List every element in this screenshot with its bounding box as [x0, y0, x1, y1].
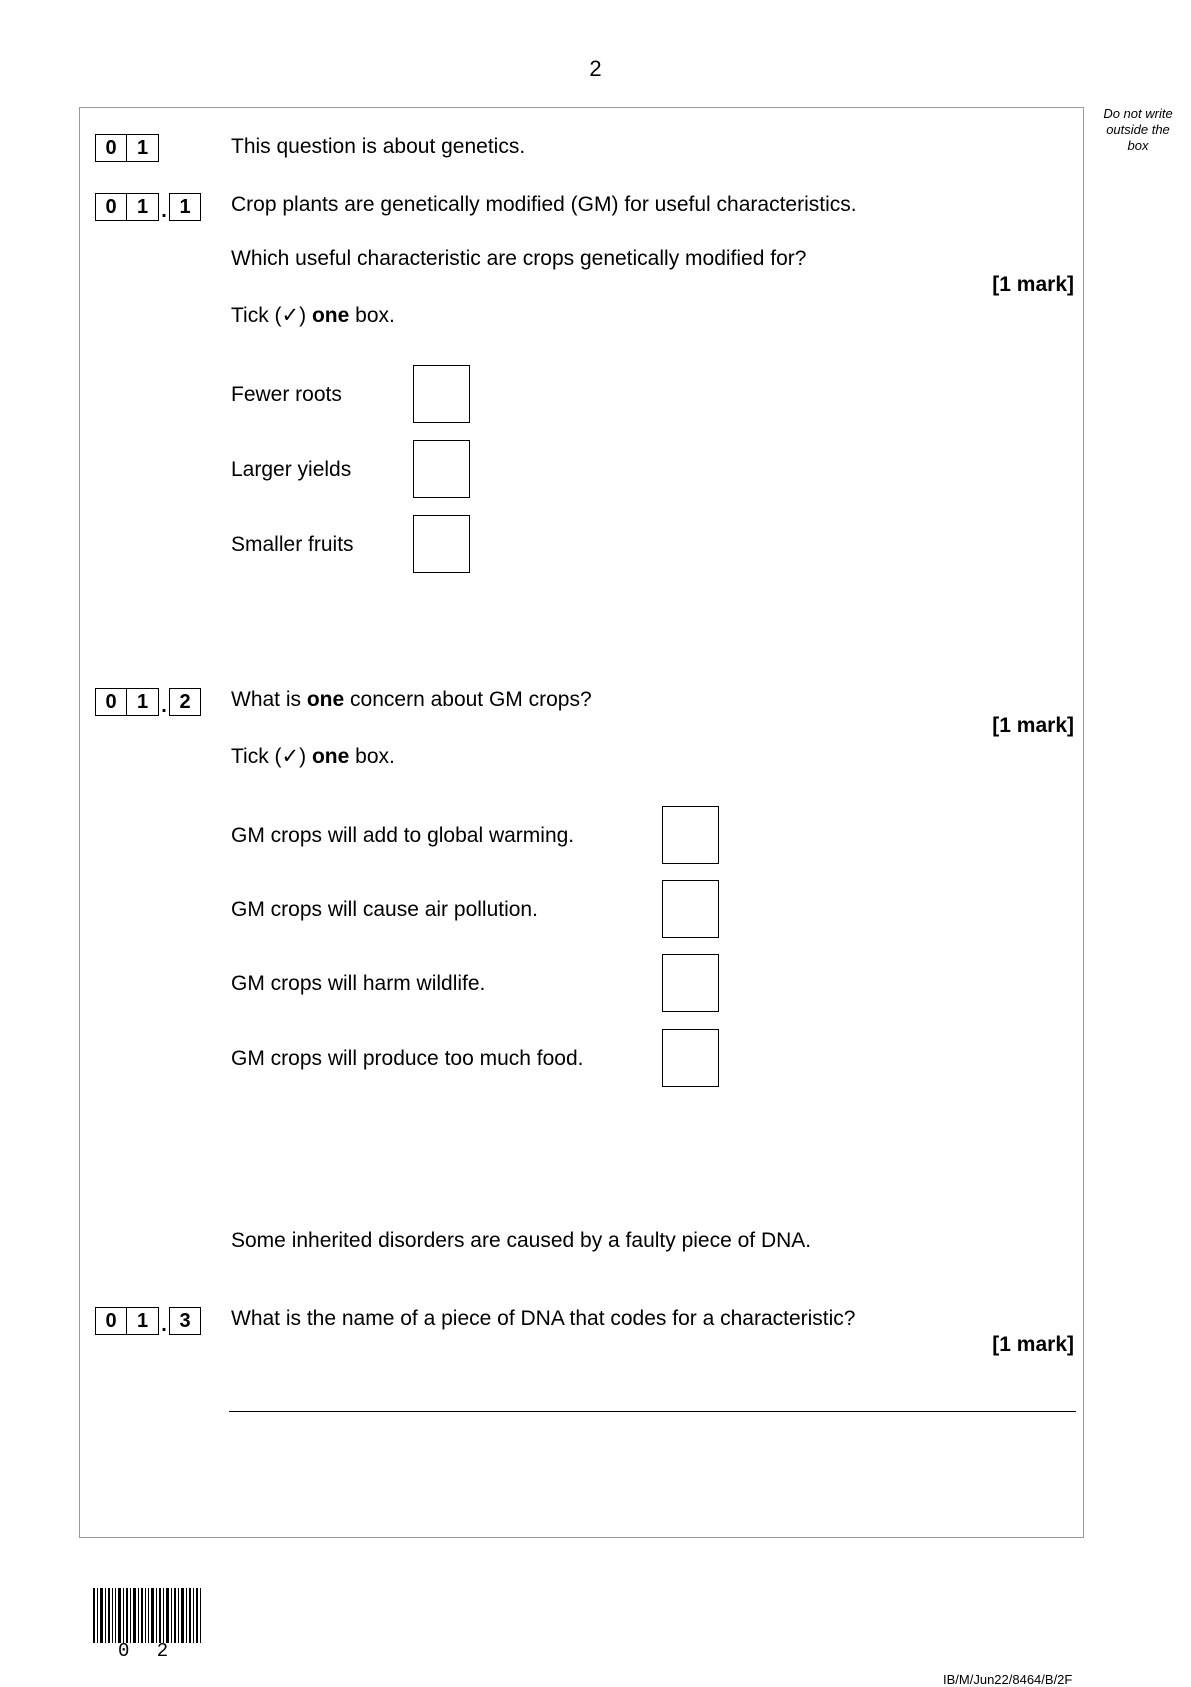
- question-digit: 0: [95, 134, 127, 162]
- instruction-bold: one: [311, 745, 350, 768]
- instruction-text: Tick (✓): [231, 745, 312, 768]
- question-digit: 0: [95, 1307, 127, 1335]
- tick-box-harm-wildlife[interactable]: [662, 954, 719, 1012]
- question-01-3-question: What is the name of a piece of DNA that codes for a characteristic?: [231, 1307, 856, 1330]
- question-number-01-3: [95, 1307, 201, 1335]
- option-label: GM crops will harm wildlife.: [231, 972, 486, 995]
- option-label: Fewer roots: [231, 383, 342, 406]
- margin-note-line-1: Do not write: [1103, 106, 1173, 121]
- page-number: 2: [589, 56, 602, 81]
- question-01-1-mark: [1 mark]: [992, 273, 1074, 296]
- barcode-icon: [93, 1588, 201, 1643]
- footer-code: IB/M/Jun22/8464/B/2F: [943, 1672, 1073, 1687]
- tick-box-global-warming[interactable]: [662, 806, 719, 864]
- question-01-3-intro: Some inherited disorders are caused by a faulty piece of DNA.: [231, 1229, 812, 1252]
- margin-note-line-2: outside the: [1106, 122, 1170, 137]
- question-digit: 1: [127, 134, 159, 162]
- answer-line[interactable]: [229, 1411, 1076, 1412]
- option-label: GM crops will cause air pollution.: [231, 898, 538, 921]
- tick-box-too-much-food[interactable]: [662, 1029, 719, 1087]
- question-digit: 2: [169, 688, 201, 716]
- question-number-dot: .: [161, 200, 167, 222]
- option-label: Larger yields: [231, 458, 352, 481]
- question-digit: 1: [169, 193, 201, 221]
- option-label: Smaller fruits: [231, 533, 354, 556]
- question-01-1-text: Crop plants are genetically modified (GM) for useful characteristics.: [231, 193, 857, 216]
- tick-box-fewer-roots[interactable]: [413, 365, 470, 423]
- question-01-text: This question is about genetics.: [231, 135, 526, 158]
- question-number-01: [95, 134, 159, 162]
- margin-note: [1090, 106, 1186, 154]
- question-digit: 1: [127, 688, 159, 716]
- question-01-1-instruction: [231, 303, 395, 328]
- question-number-01-2: [95, 688, 201, 716]
- option-label: GM crops will produce too much food.: [231, 1047, 584, 1070]
- tick-box-air-pollution[interactable]: [662, 880, 719, 938]
- question-01-2-instruction: [231, 744, 395, 769]
- question-digit: 1: [127, 1307, 159, 1335]
- question-digit: 0: [95, 193, 127, 221]
- question-number-01-1: [95, 193, 201, 221]
- instruction-text: box.: [349, 745, 395, 768]
- tick-box-larger-yields[interactable]: [413, 440, 470, 498]
- question-digit: 0: [95, 688, 127, 716]
- question-bold: one: [306, 688, 345, 711]
- question-number-dot: .: [161, 1314, 167, 1336]
- instruction-text: box.: [349, 304, 395, 327]
- question-text: concern about GM crops?: [344, 688, 592, 711]
- barcode-number: 0 2: [118, 1640, 177, 1662]
- question-01-3-mark: [1 mark]: [992, 1333, 1074, 1356]
- question-01-1-question: Which useful characteristic are crops genetically modified for?: [231, 247, 807, 270]
- question-01-2-mark: [1 mark]: [992, 714, 1074, 737]
- margin-note-line-3: box: [1127, 138, 1149, 153]
- question-digit: 1: [127, 193, 159, 221]
- option-label: GM crops will add to global warming.: [231, 824, 575, 847]
- tick-box-smaller-fruits[interactable]: [413, 515, 470, 573]
- instruction-bold: one: [311, 304, 350, 327]
- question-text: What is: [231, 688, 307, 711]
- instruction-text: Tick (✓): [231, 304, 312, 327]
- question-number-dot: .: [161, 695, 167, 717]
- question-digit: 3: [169, 1307, 201, 1335]
- question-01-2-question: [231, 688, 592, 712]
